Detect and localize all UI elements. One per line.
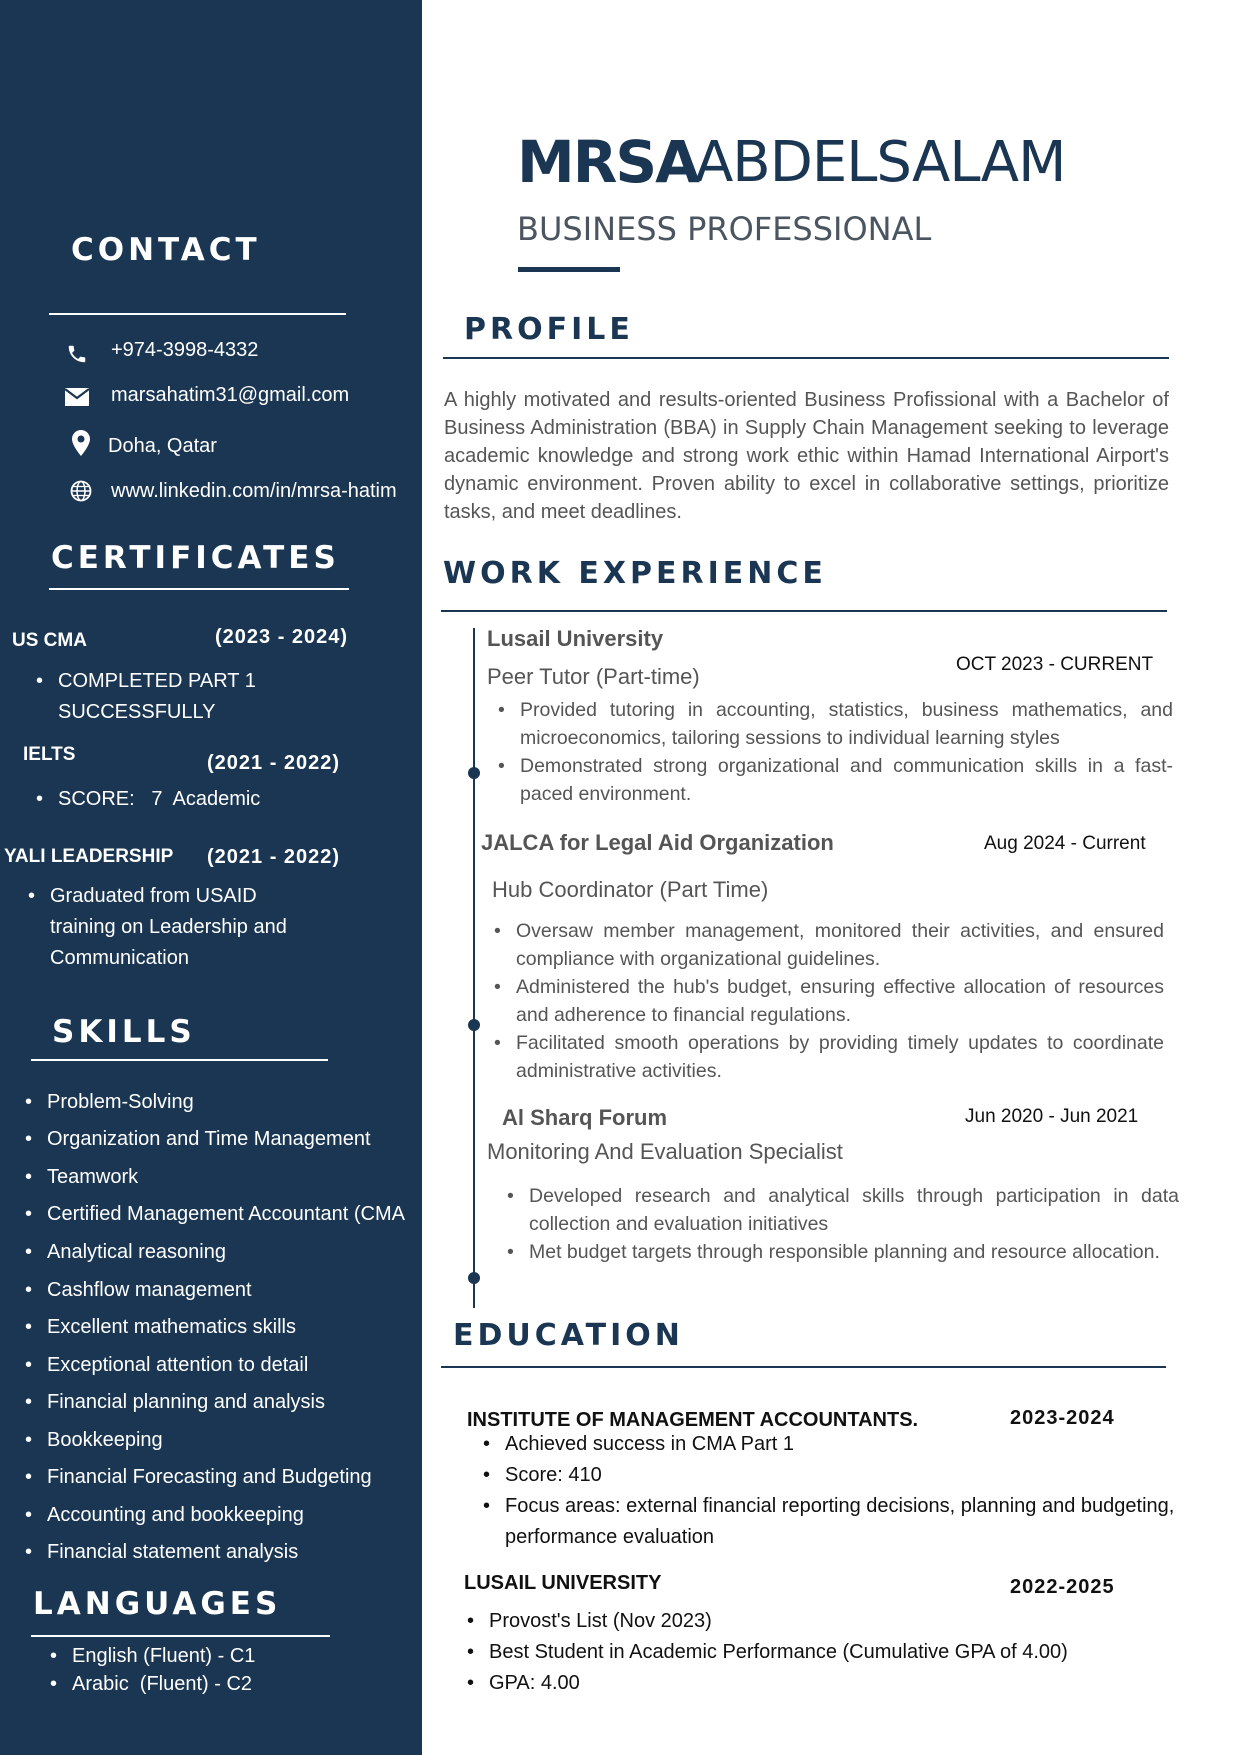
- profile-heading: PROFILE: [464, 312, 634, 347]
- skill-item: • Cashflow management: [47, 1275, 252, 1306]
- certificate-detail: Communication: [50, 947, 189, 969]
- skill-item: • Problem-Solving: [47, 1087, 194, 1118]
- certificates-rule: [49, 588, 349, 590]
- job-bullet: • Demonstrated strong organizational and communication skills in a fast-paced environment.: [520, 752, 1173, 808]
- languages-heading: LANGUAGES: [33, 1586, 282, 1622]
- skill-item: • Certified Management Accountant (CMA: [47, 1199, 405, 1230]
- job-bullets: [529, 1182, 1179, 1266]
- skill-item: • Exceptional attention to detail: [47, 1350, 308, 1381]
- sidebar: [0, 0, 422, 1755]
- skill-item: • Organization and Time Management: [47, 1124, 371, 1155]
- job-bullet: • Met budget targets through responsible planning and resource allocation.: [529, 1238, 1179, 1266]
- job-role: Hub Coordinator (Part Time): [492, 877, 769, 902]
- profile-rule: [443, 357, 1169, 359]
- contact-linkedin[interactable]: www.linkedin.com/in/mrsa-hatim: [111, 480, 397, 502]
- education-heading: EDUCATION: [453, 1318, 684, 1353]
- timeline-dot: [468, 767, 480, 779]
- globe-icon: [68, 478, 94, 504]
- contact-phone[interactable]: +974-3998-4332: [111, 339, 259, 361]
- contact-rule: [49, 313, 346, 315]
- timeline-line: [473, 628, 475, 1308]
- education-years: 2023-2024: [1010, 1407, 1115, 1429]
- language-item: • English (Fluent) - C1: [72, 1641, 255, 1672]
- profile-text: A highly motivated and results-oriented Business Profissional with a Bachelor of Business Administration (BBA) in Supply Chain Management seeking to leverage academic knowledge and strong work ethic within Hamad International Airport's dynamic environment. Proven ability to excel in collaborative settings, prioritize tasks, and meet deadlines.: [444, 389, 1169, 523]
- certificates-heading: CERTIFICATES: [51, 540, 340, 576]
- education-bullet: • Focus areas: external financial reporting decisions, planning and budgeting,: [505, 1491, 1205, 1522]
- timeline-dot: [468, 1272, 480, 1284]
- education-bullet: • Provost's List (Nov 2023): [489, 1606, 1189, 1637]
- job-dates: Jun 2020 - Jun 2021: [965, 1106, 1139, 1127]
- education-bullet: • GPA: 4.00: [489, 1668, 1189, 1699]
- education-bullets: [489, 1606, 1189, 1699]
- contact-email[interactable]: marsahatim31@gmail.com: [111, 384, 350, 406]
- skill-item: • Bookkeeping: [47, 1425, 163, 1456]
- contact-heading: CONTACT: [71, 232, 261, 268]
- language-item: • Arabic (Fluent) - C2: [72, 1669, 252, 1700]
- certificate-detail: • COMPLETED PART 1: [58, 666, 256, 697]
- certificate-name: YALI LEADERSHIP: [4, 846, 174, 867]
- job-dates: OCT 2023 - CURRENT: [956, 654, 1154, 675]
- education-bullet: • Achieved success in CMA Part 1: [505, 1429, 1205, 1460]
- skill-item: • Accounting and bookkeeping: [47, 1500, 304, 1531]
- education-bullets: [505, 1429, 1205, 1553]
- certificate-years: (2021 - 2022): [207, 846, 341, 868]
- education-institution: INSTITUTE OF MANAGEMENT ACCOUNTANTS.: [467, 1409, 919, 1431]
- job-organization: Lusail University: [487, 626, 664, 651]
- job-bullet: • Provided tutoring in accounting, statistics, business mathematics, and microeconomics, tailoring sessions to individual learning styles: [520, 696, 1173, 752]
- education-years: 2022-2025: [1010, 1576, 1115, 1598]
- skills-heading: SKILLS: [52, 1014, 196, 1050]
- certificate-detail: • Graduated from USAID: [50, 881, 257, 912]
- envelope-icon: [64, 384, 90, 410]
- job-dates: Aug 2024 - Current: [984, 833, 1146, 854]
- phone-icon: [64, 341, 90, 367]
- job-role: Monitoring And Evaluation Specialist: [487, 1139, 843, 1164]
- skill-item: • Teamwork: [47, 1162, 138, 1193]
- education-bullet: • Score: 410: [505, 1460, 1205, 1491]
- job-organization: JALCA for Legal Aid Organization: [481, 830, 834, 855]
- job-bullet: • Facilitated smooth operations by providing timely updates to coordinate administrative activities.: [516, 1029, 1164, 1085]
- certificate-detail: SUCCESSFULLY: [58, 701, 216, 723]
- job-bullet: • Administered the hub's budget, ensuring effective allocation of resources and adherence to financial regulations.: [516, 973, 1164, 1029]
- job-bullet: • Oversaw member management, monitored their activities, and ensured compliance with organizational guidelines.: [516, 917, 1164, 973]
- skill-item: • Financial statement analysis: [47, 1537, 298, 1568]
- skill-item: • Excellent mathematics skills: [47, 1312, 296, 1343]
- education-bullet-continued: performance evaluation: [505, 1526, 715, 1548]
- job-role: Peer Tutor (Part-time): [487, 664, 700, 689]
- education-bullet: • Best Student in Academic Performance (Cumulative GPA of 4.00): [489, 1637, 1189, 1668]
- education-rule: [441, 1366, 1166, 1368]
- headline: BUSINESS PROFESSIONAL: [517, 210, 932, 248]
- job-bullet: • Developed research and analytical skills through participation in data collection and evaluation initiatives: [529, 1182, 1179, 1238]
- work-rule: [441, 610, 1167, 612]
- skill-item: • Financial Forecasting and Budgeting: [47, 1462, 372, 1493]
- certificate-name: IELTS: [23, 744, 76, 765]
- certificate-years: (2023 - 2024): [215, 626, 349, 648]
- location-pin-icon: [68, 430, 94, 456]
- job-organization: Al Sharq Forum: [502, 1105, 668, 1130]
- timeline-dot: [468, 1019, 480, 1031]
- certificate-name: US CMA: [12, 630, 87, 651]
- contact-location: Doha, Qatar: [108, 435, 217, 457]
- education-institution: LUSAIL UNIVERSITY: [464, 1572, 662, 1594]
- headline-accent-bar: [518, 267, 620, 272]
- certificate-detail: training on Leadership and: [50, 916, 287, 938]
- certificate-years: (2021 - 2022): [207, 752, 341, 774]
- languages-rule: [31, 1635, 330, 1637]
- certificate-detail: • SCORE: 7 Academic: [58, 784, 260, 815]
- name-first: MRSA: [517, 128, 699, 196]
- job-bullets: [520, 696, 1173, 808]
- skills-rule: [31, 1059, 328, 1061]
- job-bullets: [516, 917, 1164, 1085]
- work-heading: WORK EXPERIENCE: [443, 556, 827, 591]
- name-last: ABDELSALAM: [695, 130, 1066, 195]
- skill-item: • Financial planning and analysis: [47, 1387, 325, 1418]
- skill-item: • Analytical reasoning: [47, 1237, 226, 1268]
